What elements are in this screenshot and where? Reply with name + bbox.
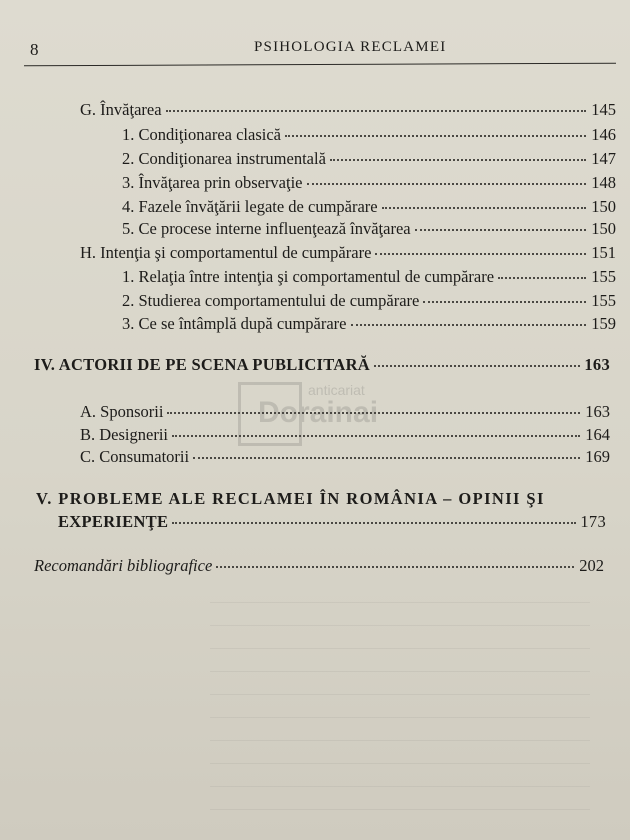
toc-page: 164 [585, 425, 610, 444]
toc-label: 2. Studierea comportamentului de cumpărare [122, 291, 420, 310]
toc-chapter-iv [34, 355, 610, 375]
toc-page: 146 [591, 125, 616, 144]
toc-bibliography [34, 556, 604, 576]
toc-label: 1. Condiţionarea clasică [122, 125, 281, 144]
leader-dots [172, 521, 576, 524]
toc-label: 2. Condiţionarea instrumentală [122, 149, 326, 168]
toc-entry-h1 [122, 267, 616, 287]
watermark-line2: Dorainai [258, 396, 379, 429]
toc-label: 5. Ce procese interne influenţează învăţarea [122, 219, 411, 238]
toc-label: 3. Învăţarea prin observaţie [122, 173, 303, 192]
toc-label: EXPERIENŢE [58, 512, 169, 531]
leader-dots [423, 300, 586, 303]
toc-chapter-v-line1 [36, 489, 598, 509]
toc-page: 155 [591, 291, 616, 310]
leader-dots [307, 182, 586, 185]
toc-entry-h2 [122, 291, 616, 311]
toc-entry-h3 [122, 314, 616, 334]
toc-page: 145 [591, 100, 616, 119]
toc-entry-g2 [122, 149, 616, 169]
leader-dots [193, 456, 580, 459]
page-number: 8 [30, 40, 39, 59]
toc-label: IV. ACTORII DE PE SCENA PUBLICITARĂ [34, 355, 370, 374]
leader-dots [166, 109, 586, 112]
leader-dots [330, 158, 586, 161]
toc-label: H. Intenţia şi comportamentul de cumpărare [80, 243, 372, 262]
toc-label: 1. Relaţia între intenţia şi comportamentul de cumpărare [122, 267, 495, 286]
toc-label: B. Designerii [80, 425, 168, 444]
toc-entry-g1 [122, 125, 616, 145]
toc-label: 4. Fazele învăţării legate de cumpărare [122, 197, 378, 216]
leader-dots [351, 323, 587, 326]
leader-dots [172, 434, 580, 437]
toc-entry-a [80, 402, 610, 422]
toc-page: 169 [585, 447, 610, 466]
toc-entry-g [80, 100, 616, 120]
bleed-through-text [210, 580, 590, 830]
toc-page: 151 [591, 243, 616, 262]
toc-label: G. Învăţarea [80, 100, 162, 119]
toc-page: 150 [591, 197, 616, 216]
leader-dots [375, 252, 586, 255]
toc-page: 202 [579, 556, 604, 575]
toc-entry-g4 [122, 197, 616, 217]
toc-page: 155 [591, 267, 616, 286]
running-title: PSIHOLOGIA RECLAMEI [254, 39, 447, 55]
leader-dots [285, 134, 586, 137]
leader-dots [382, 206, 586, 209]
page-header [24, 34, 616, 64]
toc-page: 173 [580, 512, 606, 531]
toc-entry-g3 [122, 173, 616, 193]
toc-entry-b [80, 425, 610, 445]
toc-label: A. Sponsorii [80, 402, 164, 421]
leader-dots [374, 364, 580, 367]
toc-page: 147 [591, 149, 616, 168]
toc-entry-g5 [122, 219, 616, 239]
toc-label: C. Consumatorii [80, 447, 190, 466]
toc-page: 159 [591, 314, 616, 333]
leader-dots [216, 565, 574, 568]
toc-page: 148 [591, 173, 616, 192]
toc-chapter-v-line2 [58, 512, 606, 532]
leader-dots [415, 228, 586, 231]
toc-label: Recomandări bibliografice [34, 556, 213, 575]
toc-page: 163 [585, 402, 610, 421]
header-rule [24, 63, 616, 67]
toc-entry-c [80, 447, 610, 467]
leader-dots [167, 411, 580, 414]
watermark-line1: anticariat [308, 382, 365, 398]
toc-label: 3. Ce se întâmplă după cumpărare [122, 314, 347, 333]
toc-page: 163 [584, 355, 610, 374]
toc-entry-h [80, 243, 616, 263]
leader-dots [498, 276, 586, 279]
toc-label: V. PROBLEME ALE RECLAMEI ÎN ROMÂNIA – OPINII ŞI [36, 489, 545, 508]
toc-page: 150 [591, 219, 616, 238]
